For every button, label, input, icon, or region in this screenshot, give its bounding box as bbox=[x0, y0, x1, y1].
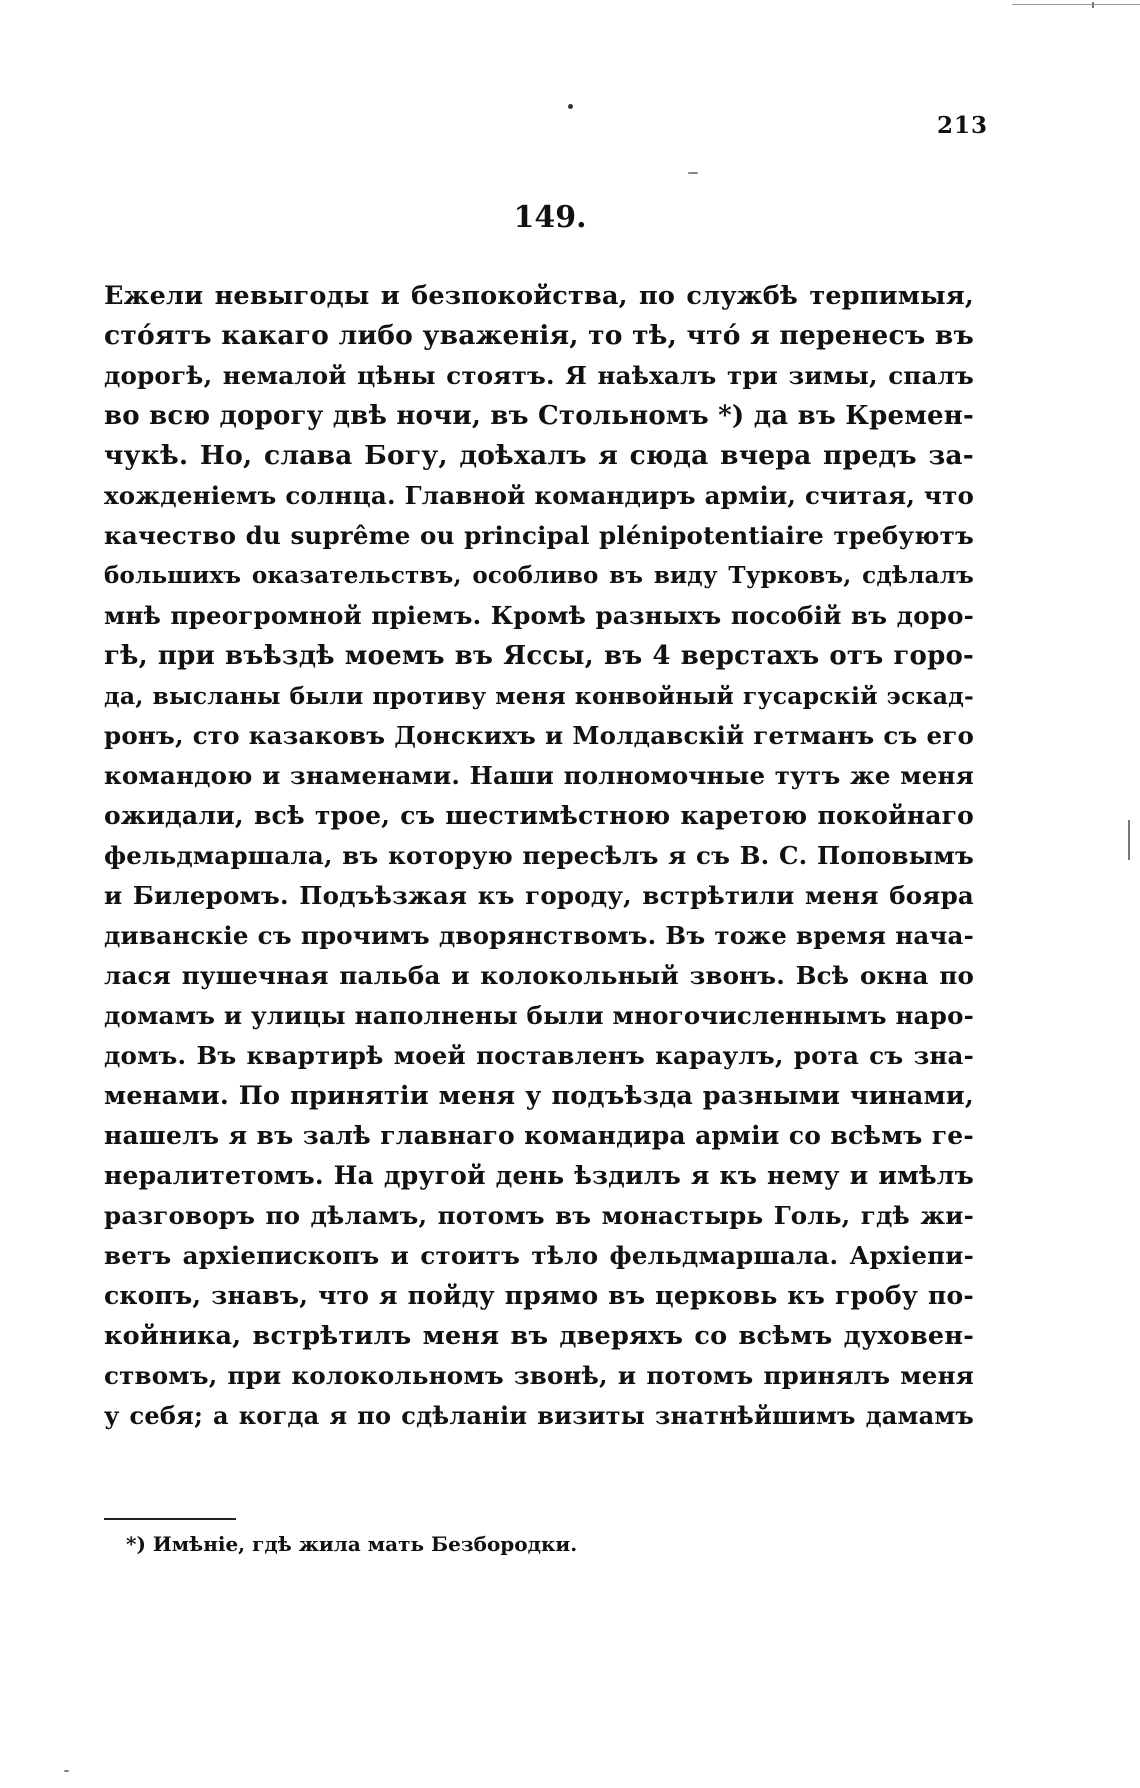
letter-number: 149. bbox=[513, 200, 587, 235]
scan-edge-mark bbox=[1128, 820, 1130, 860]
text-line: во всю дорогу двѣ ночи, въ Стольномъ *) да въ Кремен- bbox=[104, 401, 974, 431]
text-line: дорогѣ, немалой цѣны стоятъ. Я наѣхалъ три зимы, спалъ bbox=[104, 361, 974, 390]
text-line: ожидали, всѣ трое, съ шестимѣстною каретою покойнаго bbox=[104, 801, 974, 830]
text-line: качество du suprême ou principal plénipotentiaire требуютъ bbox=[104, 521, 974, 550]
text-line: менами. По принятіи меня у подъѣзда разными чинами, bbox=[104, 1081, 974, 1111]
text-line: мнѣ преогромной пріемъ. Кромѣ разныхъ пособій въ доро- bbox=[104, 601, 974, 630]
text-line: да, высланы были противу меня конвойный гусарскій эскад- bbox=[104, 682, 974, 710]
text-line: ветъ архіепископъ и стоитъ тѣло фельдмаршала. Архіепи- bbox=[104, 1241, 974, 1270]
scan-edge-tick bbox=[1092, 2, 1094, 8]
scan-edge-line bbox=[1012, 4, 1140, 5]
page-number: 213 bbox=[936, 112, 988, 139]
text-line: нералитетомъ. На другой день ѣздилъ я къ нему и имѣлъ bbox=[104, 1161, 974, 1190]
text-line: ствомъ, при колокольномъ звонѣ, и потомъ принялъ меня bbox=[104, 1361, 974, 1390]
text-line: командою и знаменами. Наши полномочные тутъ же меня bbox=[104, 761, 974, 790]
text-line: домъ. Въ квартирѣ моей поставленъ караулъ, рота съ зна- bbox=[104, 1041, 974, 1070]
footnote-divider bbox=[104, 1518, 236, 1520]
text-line: гѣ, при въѣздѣ моемъ въ Яссы, въ 4 верстахъ отъ горо- bbox=[104, 641, 974, 671]
text-line: скопъ, знавъ, что я пойду прямо въ церковь къ гробу по- bbox=[104, 1281, 974, 1310]
letter-body bbox=[104, 276, 974, 1436]
text-line: домамъ и улицы наполнены были многочисленнымъ наро- bbox=[104, 1001, 974, 1030]
text-line: койника, встрѣтилъ меня въ дверяхъ со всѣмъ духовен- bbox=[104, 1321, 974, 1351]
scan-speck bbox=[568, 104, 573, 109]
scan-speck bbox=[688, 172, 698, 174]
text-line: большихъ оказательствъ, особливо въ виду Турковъ, сдѣлалъ bbox=[104, 562, 974, 589]
text-line: стóятъ какаго либо уваженія, то тѣ, чтó я перенесъ въ bbox=[104, 320, 974, 351]
footnote: *) Имѣніе, гдѣ жила мать Безбородки. bbox=[126, 1532, 578, 1556]
text-line: хожденіемъ солнца. Главной командиръ арміи, считая, что bbox=[104, 481, 974, 510]
text-line: у себя; а когда я по сдѣланіи визиты знатнѣйшимъ дамамъ bbox=[104, 1401, 974, 1430]
text-line: Ежели невыгоды и безпокойства, по службѣ терпимыя, bbox=[104, 281, 974, 311]
text-line: разговоръ по дѣламъ, потомъ въ монастырь Голь, гдѣ жи- bbox=[104, 1201, 974, 1230]
text-line: и Билеромъ. Подъѣзжая къ городу, встрѣтили меня бояра bbox=[104, 881, 974, 910]
text-line: чукѣ. Но, слава Богу, доѣхалъ я сюда вчера предъ за- bbox=[104, 440, 974, 471]
text-line: лася пушечная пальба и колокольный звонъ. Всѣ окна по bbox=[104, 961, 974, 990]
text-line: фельдмаршала, въ которую пересѣлъ я съ В. С. Поповымъ bbox=[104, 841, 974, 870]
scan-speck bbox=[64, 1770, 69, 1772]
text-line: диванскіе съ прочимъ дворянствомъ. Въ тоже время нача- bbox=[104, 921, 974, 950]
text-line: нашелъ я въ залѣ главнаго командира арміи со всѣмъ ге- bbox=[104, 1121, 974, 1150]
text-line: ронъ, сто казаковъ Донскихъ и Молдавскій гетманъ съ его bbox=[104, 721, 974, 750]
